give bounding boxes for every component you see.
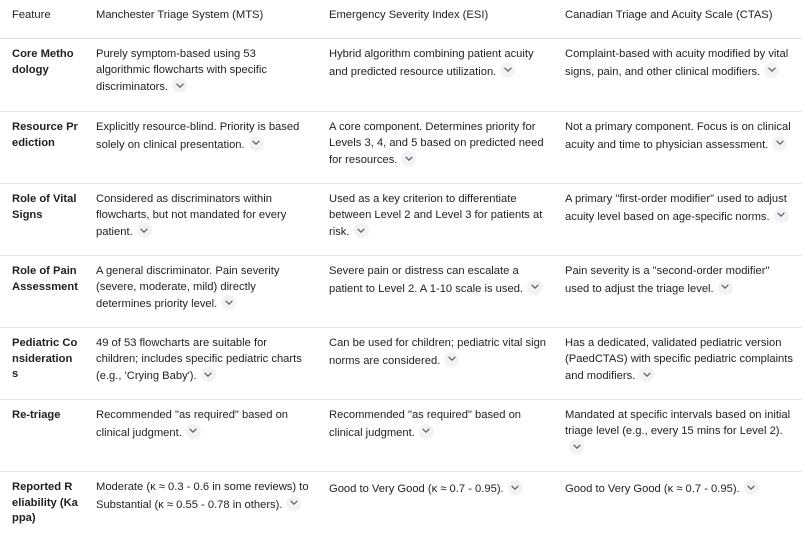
- chevron-down-icon[interactable]: [201, 367, 216, 382]
- ctas-cell-text: Good to Very Good (κ ≈ 0.7 - 0.95).: [565, 483, 740, 495]
- row-feature-label: Role of Vital Signs: [12, 193, 76, 221]
- chevron-down-icon[interactable]: [500, 63, 515, 78]
- row-feature-cell: [0, 328, 84, 400]
- chevron-down-icon[interactable]: [639, 367, 654, 382]
- mts-cell-text: Moderate (κ ≈ 0.3 - 0.6 in some reviews) to Substantial (κ ≈ 0.55 - 0.78 in others).: [96, 481, 309, 511]
- ctas-cell: [553, 472, 802, 551]
- mts-cell: [84, 472, 317, 551]
- row-feature-label: Pediatric Considerations: [12, 337, 77, 380]
- mts-cell: [84, 112, 317, 184]
- row-feature-label: Re-triage: [12, 409, 61, 421]
- chevron-down-icon[interactable]: [354, 223, 369, 238]
- row-feature-cell: [0, 256, 84, 328]
- table-row: [0, 256, 802, 328]
- row-feature-label: Reported Reliability (Kappa): [12, 481, 78, 524]
- table-row: [0, 112, 802, 184]
- mts-cell-text: Recommended "as required" based on clinical judgment.: [96, 409, 288, 439]
- ctas-cell: [553, 256, 802, 328]
- ctas-cell-text: Mandated at specific intervals based on initial triage level (e.g., every 15 mins for Level 2).: [565, 409, 790, 437]
- table-row: [0, 184, 802, 256]
- mts-cell: [84, 328, 317, 400]
- chevron-down-icon[interactable]: [186, 424, 201, 439]
- chevron-down-icon[interactable]: [172, 78, 187, 93]
- esi-cell: [317, 112, 553, 184]
- mts-cell-text: 49 of 53 flowcharts are suitable for children; includes specific pediatric charts (e.g., 'Crying Baby').: [96, 337, 302, 382]
- mts-cell-text: Explicitly resource-blind. Priority is based solely on clinical presentation.: [96, 121, 299, 151]
- mts-cell-text: A general discriminator. Pain severity (severe, moderate, mild) directly determines priority level.: [96, 265, 279, 310]
- mts-cell-text: Considered as discriminators within flowcharts, but not mandated for every patient.: [96, 193, 286, 238]
- ctas-cell-text: Complaint-based with acuity modified by vital signs, pain, and other clinical modifiers.: [565, 48, 788, 78]
- row-feature-label: Resource Prediction: [12, 121, 78, 149]
- mts-cell-text: Purely symptom-based using 53 algorithmic flowcharts with specific discriminators.: [96, 48, 267, 93]
- table-row: [0, 39, 802, 112]
- chevron-down-icon[interactable]: [774, 208, 789, 223]
- column-header-esi: Emergency Severity Index (ESI): [317, 0, 553, 39]
- row-feature-cell: [0, 472, 84, 551]
- column-header-mts: Manchester Triage System (MTS): [84, 0, 317, 39]
- mts-cell: [84, 39, 317, 112]
- chevron-down-icon[interactable]: [286, 496, 301, 511]
- esi-cell-text: A core component. Determines priority for Levels 3, 4, and 5 based on predicted need for resources.: [329, 121, 544, 166]
- chevron-down-icon[interactable]: [718, 280, 733, 295]
- chevron-down-icon[interactable]: [401, 151, 416, 166]
- table-row: [0, 328, 802, 400]
- column-header-feature: Feature: [0, 0, 84, 39]
- esi-cell-text: Severe pain or distress can escalate a patient to Level 2. A 1-10 scale is used.: [329, 265, 523, 295]
- ctas-cell: [553, 39, 802, 112]
- mts-cell: [84, 184, 317, 256]
- esi-cell: [317, 328, 553, 400]
- chevron-down-icon[interactable]: [221, 295, 236, 310]
- ctas-cell: [553, 400, 802, 472]
- ctas-cell-text: A primary "first-order modifier" used to adjust acuity level based on age-specific norms.: [565, 193, 787, 223]
- chevron-down-icon[interactable]: [527, 280, 542, 295]
- ctas-cell: [553, 184, 802, 256]
- chevron-down-icon[interactable]: [772, 136, 787, 151]
- row-feature-label: Core Methodology: [12, 48, 74, 76]
- esi-cell-text: Recommended "as required" based on clinical judgment.: [329, 409, 521, 439]
- table-row: [0, 400, 802, 472]
- chevron-down-icon[interactable]: [569, 439, 584, 454]
- esi-cell-text: Hybrid algorithm combining patient acuity and predicted resource utilization.: [329, 48, 534, 78]
- row-feature-label: Role of Pain Assessment: [12, 265, 78, 293]
- mts-cell: [84, 400, 317, 472]
- ctas-cell-text: Pain severity is a "second-order modifier" used to adjust the triage level.: [565, 265, 769, 295]
- chevron-down-icon[interactable]: [249, 136, 264, 151]
- ctas-cell: [553, 112, 802, 184]
- chevron-down-icon[interactable]: [444, 352, 459, 367]
- esi-cell-text: Used as a key criterion to differentiate between Level 2 and Level 3 for patients at risk.: [329, 193, 542, 238]
- chevron-down-icon[interactable]: [137, 223, 152, 238]
- column-header-ctas: Canadian Triage and Acuity Scale (CTAS): [553, 0, 802, 39]
- row-feature-cell: [0, 400, 84, 472]
- esi-cell: [317, 39, 553, 112]
- mts-cell: [84, 256, 317, 328]
- chevron-down-icon[interactable]: [764, 63, 779, 78]
- esi-cell: [317, 256, 553, 328]
- esi-cell: [317, 472, 553, 551]
- ctas-cell-text: Not a primary component. Focus is on clinical acuity and time to physician assessment.: [565, 121, 791, 151]
- table-row: [0, 472, 802, 551]
- row-feature-cell: [0, 112, 84, 184]
- esi-cell: [317, 400, 553, 472]
- chevron-down-icon[interactable]: [419, 424, 434, 439]
- row-feature-cell: [0, 184, 84, 256]
- chevron-down-icon[interactable]: [744, 480, 759, 495]
- row-feature-cell: [0, 39, 84, 112]
- esi-cell-text: Good to Very Good (κ ≈ 0.7 - 0.95).: [329, 483, 504, 495]
- esi-cell-text: Can be used for children; pediatric vital sign norms are considered.: [329, 337, 546, 367]
- ctas-cell-text: Has a dedicated, validated pediatric version (PaedCTAS) with specific pediatric complaints and modifiers.: [565, 337, 793, 382]
- table-header-row: [0, 0, 802, 39]
- ctas-cell: [553, 328, 802, 400]
- chevron-down-icon[interactable]: [508, 480, 523, 495]
- esi-cell: [317, 184, 553, 256]
